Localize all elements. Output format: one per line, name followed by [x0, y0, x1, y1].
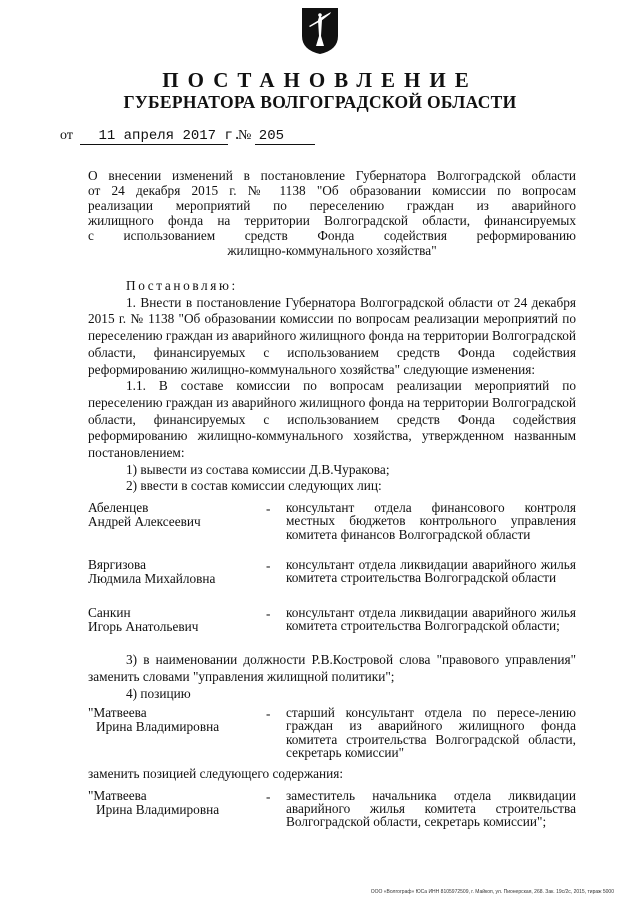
list-item-3: 3) в наименовании должности Р.В.Костровой слова "правового управления" заменить словами "управления жилищной политики"; [88, 652, 576, 684]
replace-text: заменить позицией следующего содержания: [88, 766, 344, 782]
coat-of-arms-emblem [300, 6, 340, 56]
member-name: Вяргизова Людмила Михайловна [88, 557, 216, 587]
member-row [88, 558, 576, 606]
subject-line: О внесении изменений в постановление Губернатора Волгоградской области [88, 168, 576, 183]
document-title: ПОСТАНОВЛЕНИЕ [162, 68, 478, 92]
paragraph-1-1: 1.1. В составе комиссии по вопросам реализации мероприятий по переселению граждан из аварийного жилищного фонда на территории Волгоградской области, финансируемых с использованием средств Фонда содействия реформированию жилищно-коммунального хозяйства, утвержденном названным постановлением: [88, 378, 576, 461]
document-number: 205 [258, 128, 285, 144]
document-subject [88, 168, 576, 258]
member-name: Санкин Игорь Анатольевич [88, 605, 199, 635]
member-row [88, 501, 576, 558]
member-position: консультант отдела ликвидации аварийного жилья комитета строительства Волгоградской области [286, 557, 576, 586]
printer-footer: ООО «Волгограф» ЮСа ИНН 8105972509, г. Майкоп, ул. Пионерская, 268. Зак. 19с/2с, 2015, тираж 5000 [370, 889, 614, 895]
member-name: "Матвеева Ирина Владимировна [88, 705, 220, 735]
member-position: консультант отдела финансового контроля местных бюджетов контрольного управления комитета финансов Волгоградской области [286, 500, 576, 542]
subject-line: от 24 декабря 2015 г. № 1138 "Об образовании комиссии по вопросам [88, 183, 576, 198]
paragraph-1: 1. Внести в постановление Губернатора Волгоградской области от 24 декабря 2015 г. № 1138 "Об образовании комиссии по вопросам реализации мероприятий по переселению граждан из аварийного жилищного фонда на территории Волгоградской области, финансируемых с использованием средств Фонда содействия реформированию жилищно-коммунального хозяйства" следующие изменения: [88, 294, 576, 377]
dash: - [266, 606, 271, 622]
subject-line: жилищного фонда на территории Волгоградской области, финансируемых [88, 213, 576, 228]
member-name: "Матвеева Ирина Владимировна [88, 787, 220, 817]
dash: - [266, 788, 271, 804]
dash: - [266, 501, 271, 517]
list-item-4: 4) позицию [126, 685, 191, 701]
date-line [60, 128, 315, 145]
member-position: консультант отдела ликвидации аварийного жилья комитета строительства Волгоградской области; [286, 605, 576, 634]
dash: - [266, 558, 271, 574]
subject-line: с использованием средств Фонда содействия реформированию [88, 228, 576, 243]
old-position-row [88, 706, 576, 762]
member-row [88, 606, 576, 652]
subject-line: жилищно-коммунального хозяйства" [227, 243, 437, 258]
resolve-heading: Постановляю: [126, 278, 238, 293]
member-name: Абеленцев Андрей Алексеевич [88, 500, 201, 530]
dash: - [266, 706, 271, 722]
list-item-2: 2) ввести в состав комиссии следующих лиц: [126, 478, 382, 494]
number-label: № [237, 128, 252, 143]
subject-line: реализации мероприятий по переселению граждан из аварийного [88, 198, 576, 213]
new-position-row [88, 789, 576, 837]
from-label: от [60, 128, 73, 143]
member-position: заместитель начальника отдела ликвидации аварийного жилья комитета строительства Волгоградской области, секретарь комиссии"; [286, 787, 576, 830]
member-position: старший консультант отдела по пересе-лению граждан из аварийного жилищного фонда комитета строительства Волгоградской области, секретарь комиссии" [286, 705, 576, 760]
document-date: 11 апреля 2017 г. [98, 128, 242, 144]
document-subtitle: ГУБЕРНАТОРА ВОЛГОГРАДСКОЙ ОБЛАСТИ [123, 92, 517, 112]
list-item-1: 1) вывести из состава комиссии Д.В.Чуракова; [126, 461, 390, 477]
document-body [88, 278, 576, 837]
